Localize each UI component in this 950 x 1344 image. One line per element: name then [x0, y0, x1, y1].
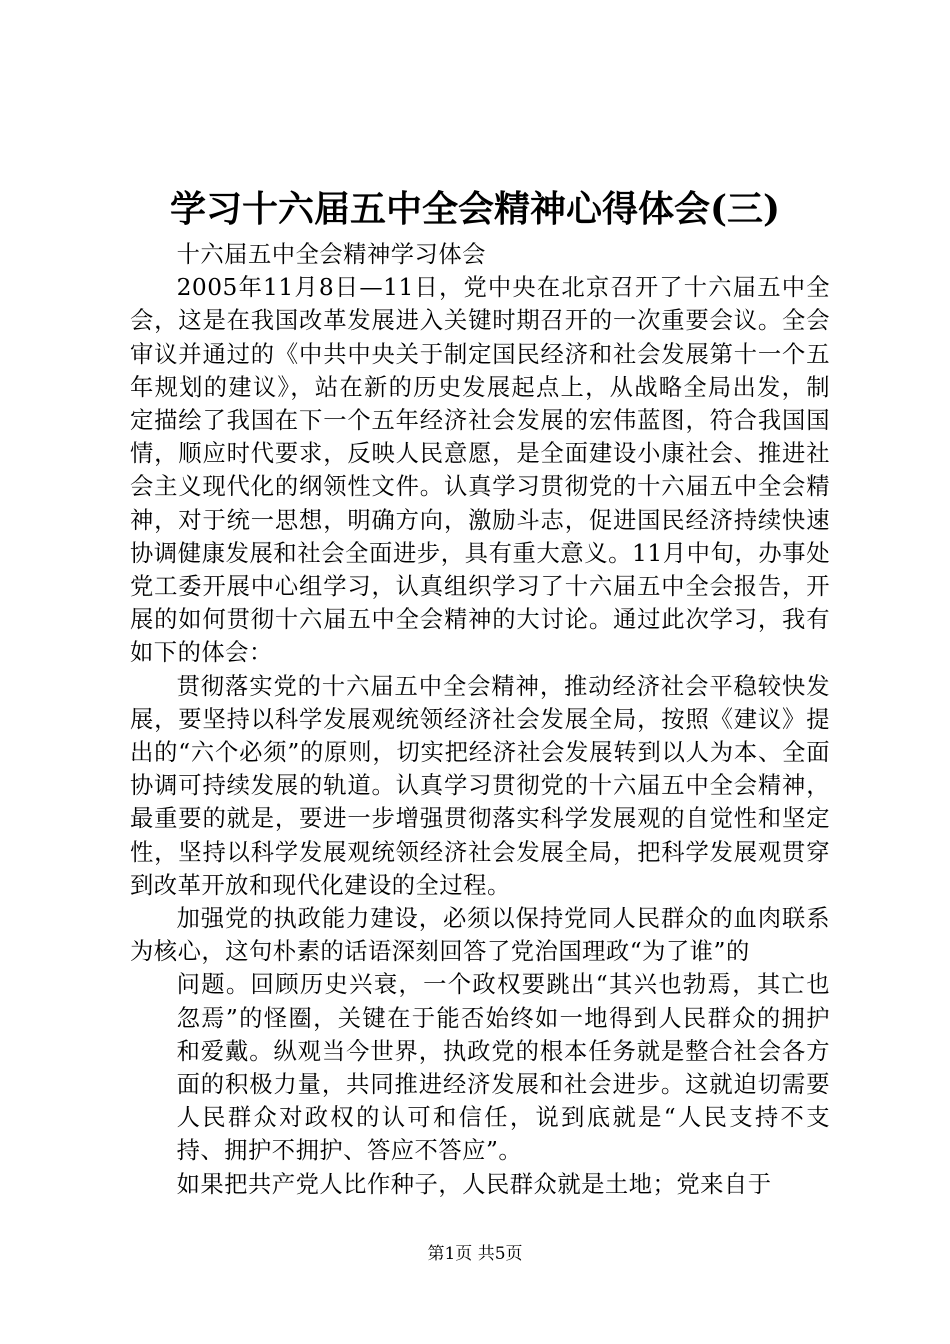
document-title: 学习十六届五中全会精神心得体会(三) — [169, 188, 781, 230]
page-footer: 第1页 共5页 — [427, 1244, 523, 1264]
paragraph-scientific-development: 贯彻落实党的十六届五中全会精神，推动经济社会平稳较快发展，要坚持以科学发展观统领经济社会发展全局，按照《建议》提出的“六个必须”的原则，切实把经济社会发展转到以人为本、全面协调可持续发展的轨道。认真学习贯彻党的十六届五中全会精神，最重要的就是，要进一步增强贯彻落实科学发展观的自觉性和坚定性，坚持以科学发展观统领经济社会发展全局，把科学发展观贯穿到改革开放和现代化建设的全过程。 — [130, 672, 830, 899]
paragraph-intro: 2005年11月8日—11日，党中央在北京召开了十六届五中全会，这是在我国改革发展进入关键时期召开的一次重要会议。全会审议并通过的《中共中央关于制定国民经济和社会发展第十一个五年规划的建议》，站在新的历史发展起点上，从战略全局出发，制定描绘了我国在下一个五年经济社会发展的宏伟蓝图，符合我国国情，顺应时代要求，反映人民意愿，是全面建设小康社会、推进社会主义现代化的纲领性文件。认真学习贯彻党的十六届五中全会精神，对于统一思想，明确方向，激励斗志，促进国民经济持续快速协调健康发展和社会全面进步，具有重大意义。11月中旬，办事处党工委开展中心组学习，认真组织学习了十六届五中全会报告，开展的如何贯彻十六届五中全会精神的大讨论。通过此次学习，我有如下的体会： — [130, 274, 830, 667]
document-body — [130, 238, 830, 1201]
paragraph-subtitle: 十六届五中全会精神学习体会 — [176, 241, 486, 268]
paragraph-history: 问题。回顾历史兴衰，一个政权要跳出“其兴也勃焉，其亡也忽焉”的怪圈，关键在于能否始终如一地得到人民群众的拥护和爱戴。纵观当今世界，执政党的根本任务就是整合社会各方面的积极力量，共同推进经济发展和社会进步。这就迫切需要人民群众对政权的认可和信任，说到底就是“人民支持不支持、拥护不拥护、答应不答应”。 — [176, 971, 830, 1165]
paragraph-seed-metaphor: 如果把共产党人比作种子，人民群众就是土地；党来自于 — [176, 1170, 772, 1198]
paragraph-party-capacity: 加强党的执政能力建设，必须以保持党同人民群众的血肉联系为核心，这句朴素的话语深刻回答了党治国理政“为了谁”的 — [130, 905, 830, 966]
